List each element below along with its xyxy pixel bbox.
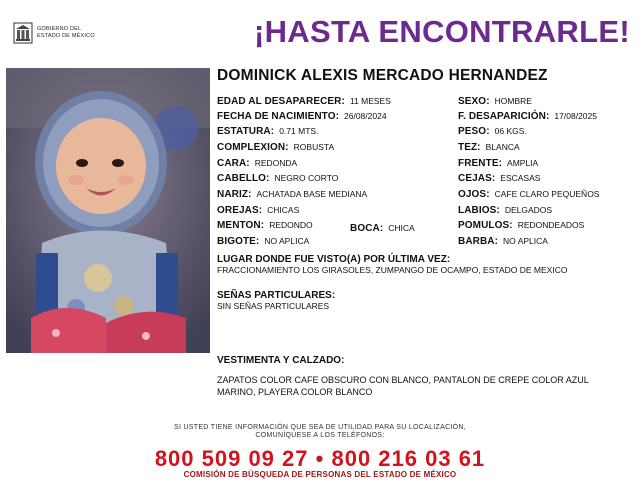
phone-1: 800 509 09 27 bbox=[154, 446, 309, 471]
field-menton: MENTON: REDONDO bbox=[217, 220, 313, 231]
field-complexion: COMPLEXION: ROBUSTA bbox=[217, 142, 335, 153]
field-estatura: ESTATURA: 0.71 MTS. bbox=[217, 126, 319, 137]
gov-line-2: ESTADO DE MÉXICO bbox=[37, 33, 95, 39]
field-barba: BARBA: NO APLICA bbox=[458, 236, 548, 247]
contact-note bbox=[0, 424, 640, 440]
field-peso: PESO: 06 KGS. bbox=[458, 126, 527, 137]
last-seen-value: FRACCIONAMIENTO LOS GIRASOLES, ZUMPANGO DE OCAMPO, ESTADO DE MEXICO bbox=[217, 265, 568, 275]
last-seen-label: LUGAR DONDE FUE VISTO(A) POR ÚLTIMA VEZ: bbox=[217, 254, 451, 265]
field-bigote: BIGOTE: NO APLICA bbox=[217, 236, 310, 247]
field-fecha-nacimiento: FECHA DE NACIMIENTO: 26/08/2024 bbox=[217, 111, 387, 122]
field-sexo: SEXO: HOMBRE bbox=[458, 96, 532, 107]
vestimenta-label: VESTIMENTA Y CALZADO: bbox=[217, 355, 345, 366]
headline: ¡HASTA ENCONTRARLE! bbox=[254, 14, 630, 49]
senas-section bbox=[217, 290, 335, 311]
contact-note-line-2: COMUNÍQUESE A LOS TELÉFONOS: bbox=[255, 432, 385, 439]
vestimenta-value: ZAPATOS COLOR CAFE OBSCURO CON BLANCO, PANTALON DE CREPE COLOR AZUL MARINO, PLAYERA COLOR BLANCO bbox=[217, 375, 589, 397]
field-boca: BOCA: CHICA bbox=[350, 223, 415, 234]
contact-note-line-1: SI USTED TIENE INFORMACIÓN QUE SEA DE UTILIDAD PARA SU LOCALIZACIÓN, bbox=[173, 424, 467, 431]
government-name bbox=[37, 26, 95, 40]
senas-label: SEÑAS PARTICULARES: bbox=[217, 290, 336, 301]
field-fecha-desaparicion: F. DESAPARICIÓN: 17/08/2025 bbox=[458, 111, 597, 122]
field-pomulos: POMULOS: REDONDEADOS bbox=[458, 220, 585, 231]
field-cabello: CABELLO: NEGRO CORTO bbox=[217, 173, 339, 184]
missing-person-photo bbox=[6, 68, 210, 353]
commission-name: COMISIÓN DE BÚSQUEDA DE PERSONAS DEL ESTADO DE MÉXICO bbox=[183, 470, 457, 479]
person-name: DOMINICK ALEXIS MERCADO HERNANDEZ bbox=[217, 67, 548, 84]
field-edad: EDAD AL DESAPARECER: 11 MESES bbox=[217, 96, 391, 107]
phone-separator: • bbox=[315, 446, 325, 471]
gov-line-1: GOBIERNO DEL bbox=[37, 26, 82, 32]
government-logo bbox=[12, 20, 122, 46]
field-ojos: OJOS: CAFE CLARO PEQUEÑOS bbox=[458, 189, 600, 200]
field-tez: TEZ: BLANCA bbox=[458, 142, 520, 153]
field-cejas: CEJAS: ESCASAS bbox=[458, 173, 541, 184]
field-frente: FRENTE: AMPLIA bbox=[458, 158, 539, 169]
senas-value: SIN SEÑAS PARTICULARES bbox=[217, 301, 330, 311]
field-orejas: OREJAS: CHICAS bbox=[217, 205, 300, 216]
phone-numbers bbox=[0, 446, 640, 472]
phone-2: 800 216 03 61 bbox=[331, 446, 486, 471]
last-seen-section bbox=[217, 254, 567, 275]
state-seal-icon bbox=[12, 20, 34, 46]
vestimenta-label-wrap bbox=[217, 355, 344, 366]
field-labios: LABIOS: DELGADOS bbox=[458, 205, 553, 216]
field-nariz: NARIZ: ACHATADA BASE MEDIANA bbox=[217, 189, 368, 200]
field-cara: CARA: REDONDA bbox=[217, 158, 298, 169]
